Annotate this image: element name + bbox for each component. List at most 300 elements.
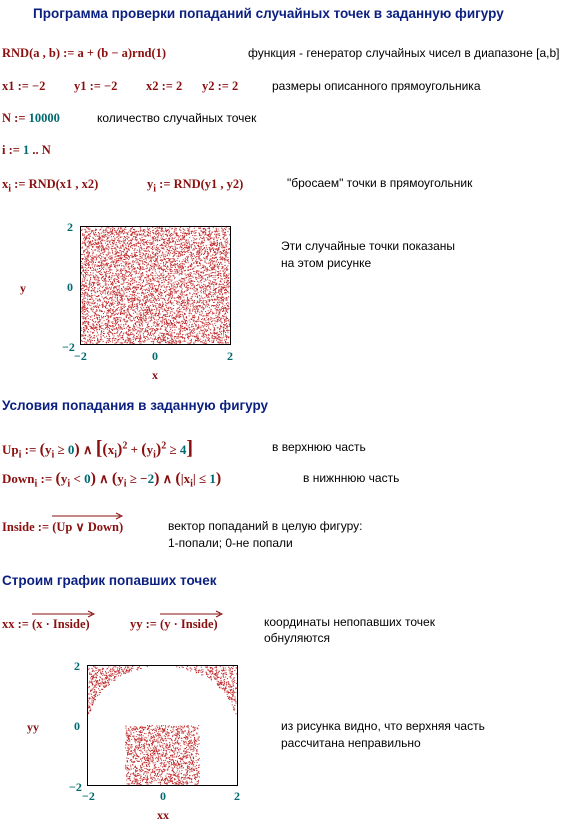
plot1-point (127, 326, 128, 327)
plot1-point (86, 268, 87, 269)
plot1-point (182, 293, 183, 294)
plot1-point (117, 302, 118, 303)
plot1-point (100, 319, 101, 320)
plot1-point (147, 268, 148, 269)
plot1-point (182, 272, 183, 273)
plot1-point (143, 267, 144, 268)
plot1-point (82, 313, 83, 314)
plot1-point (208, 255, 209, 256)
plot1-point (198, 341, 199, 342)
plot1-point (170, 301, 171, 302)
plot1-point (196, 261, 197, 262)
plot1-point (180, 336, 181, 337)
plot1-point (97, 243, 98, 244)
plot1-point (149, 246, 150, 247)
plot1-point (177, 316, 178, 317)
plot1-point (134, 234, 135, 235)
plot1-point (205, 334, 206, 335)
plot1-point (127, 243, 128, 244)
plot1-point (157, 262, 158, 263)
plot1-point (95, 264, 96, 265)
plot1-point (101, 256, 102, 257)
plot1-point (229, 273, 230, 274)
plot1-point (192, 231, 193, 232)
plot1-point (116, 269, 117, 270)
plot1-point (214, 338, 215, 339)
plot1-point (149, 269, 150, 270)
plot1-point (157, 258, 158, 259)
plot1-point (142, 237, 143, 238)
plot1-point (188, 250, 189, 251)
plot1-point (175, 233, 176, 234)
plot1-point (147, 284, 148, 285)
plot1-point (99, 319, 100, 320)
plot1-point (95, 322, 96, 323)
plot1-point (176, 338, 177, 339)
plot1-point (209, 280, 210, 281)
plot1-point (110, 281, 111, 282)
plot1-point (221, 309, 222, 310)
plot1-point (82, 233, 83, 234)
plot1-point (139, 343, 140, 344)
plot1-point (117, 291, 118, 292)
plot1-point (174, 229, 175, 230)
plot1-point (144, 243, 145, 244)
plot1-point (112, 292, 113, 293)
plot1-point (88, 270, 89, 271)
plot1-point (135, 256, 136, 257)
plot1-point (169, 254, 170, 255)
plot1-point (226, 311, 227, 312)
plot1-point (179, 280, 180, 281)
plot1-point (117, 297, 118, 298)
plot1-point (190, 334, 191, 335)
plot1-point (188, 275, 189, 276)
plot1-point (203, 309, 204, 310)
plot1-point (160, 339, 161, 340)
plot1-point (89, 248, 90, 249)
plot1-point (217, 321, 218, 322)
plot1-point (145, 331, 146, 332)
plot1-point (135, 297, 136, 298)
plot1-point (219, 264, 220, 265)
plot1-point (159, 305, 160, 306)
plot1-point (139, 333, 140, 334)
plot1-point (121, 231, 122, 232)
plot1-point (191, 283, 192, 284)
plot1-point (137, 293, 138, 294)
plot1-point (87, 250, 88, 251)
plot1-point (151, 315, 152, 316)
plot1-point (223, 237, 224, 238)
plot1-point (107, 259, 108, 260)
plot1-point (180, 239, 181, 240)
plot1-point (135, 311, 136, 312)
plot1-point (195, 278, 196, 279)
plot1-point (112, 285, 113, 286)
plot1-point (90, 343, 91, 344)
plot1-point (196, 337, 197, 338)
plot1-point (81, 336, 82, 337)
plot1-point (85, 259, 86, 260)
plot1-point (156, 249, 157, 250)
plot1-point (145, 338, 146, 339)
plot1-point (204, 258, 205, 259)
plot1-point (161, 235, 162, 236)
plot1-point (128, 312, 129, 313)
plot1-point (191, 244, 192, 245)
plot1-point (204, 332, 205, 333)
plot1-point (220, 332, 221, 333)
plot1-point (119, 255, 120, 256)
plot1-point (130, 338, 131, 339)
plot1-point (202, 325, 203, 326)
plot1-point (137, 250, 138, 251)
plot1-point (206, 305, 207, 306)
plot1-point (107, 327, 108, 328)
plot1-point (184, 300, 185, 301)
plot1-point (93, 261, 94, 262)
plot1-point (84, 277, 85, 278)
plot1-point (96, 310, 97, 311)
plot1-point (174, 332, 175, 333)
plot1-point (107, 340, 108, 341)
plot1-point (98, 341, 99, 342)
plot1-point (204, 323, 205, 324)
plot1-point (160, 342, 161, 343)
plot1-point (221, 307, 222, 308)
plot1-point (155, 261, 156, 262)
plot1-point (95, 244, 96, 245)
plot1-point (107, 265, 108, 266)
plot1-point (143, 341, 144, 342)
plot1-point (165, 316, 166, 317)
plot1-point (116, 327, 117, 328)
plot1-point (156, 339, 157, 340)
plot1-point (219, 339, 220, 340)
plot1-point (126, 263, 127, 264)
plot1-point (94, 328, 95, 329)
plot1-point (139, 317, 140, 318)
plot1-point (94, 290, 95, 291)
plot1-point (170, 276, 171, 277)
plot1-point (198, 316, 199, 317)
plot1-point (197, 302, 198, 303)
plot1-point (89, 284, 90, 285)
plot1-point (141, 295, 142, 296)
plot1-point (165, 310, 166, 311)
plot1-point (101, 248, 102, 249)
plot1-point (208, 337, 209, 338)
plot1-point (200, 272, 201, 273)
plot1-point (103, 250, 104, 251)
plot1-point (205, 233, 206, 234)
plot1-point (109, 242, 110, 243)
plot1-point (213, 277, 214, 278)
plot1-point (169, 277, 170, 278)
plot1-point (201, 246, 202, 247)
plot1-point (212, 324, 213, 325)
plot1-point (199, 234, 200, 235)
plot1-point (147, 227, 148, 228)
plot1-point (227, 241, 228, 242)
plot1-point (124, 321, 125, 322)
plot1-point (98, 265, 99, 266)
plot1-point (199, 250, 200, 251)
plot1-point (83, 242, 84, 243)
plot1-point (176, 284, 177, 285)
plot1-point (111, 283, 112, 284)
plot1-point (128, 286, 129, 287)
plot1-point (139, 276, 140, 277)
plot1-point (117, 301, 118, 302)
plot1-point (146, 314, 147, 315)
plot1-point (132, 334, 133, 335)
plot1-point (81, 247, 82, 248)
plot1-point (118, 259, 119, 260)
plot1-point (187, 299, 188, 300)
plot1-point (171, 280, 172, 281)
plot1-point (201, 254, 202, 255)
plot1-point (124, 248, 125, 249)
x2-def: x2 := 2 (146, 79, 183, 93)
plot1-point (214, 293, 215, 294)
plot1-point (166, 320, 167, 321)
plot1-point (96, 315, 97, 316)
plot1-point (134, 320, 135, 321)
plot1-point (206, 271, 207, 272)
plot1-point (94, 289, 95, 290)
plot1-point (127, 289, 128, 290)
plot1-point (135, 339, 136, 340)
plot1-point (150, 281, 151, 282)
plot1-point (219, 233, 220, 234)
plot1-point (99, 317, 100, 318)
plot1-point (214, 320, 215, 321)
plot1-point (117, 256, 118, 257)
plot1-point (156, 247, 157, 248)
plot1-point (204, 275, 205, 276)
plot1-point (198, 242, 199, 243)
plot1-point (105, 306, 106, 307)
plot1-point (168, 293, 169, 294)
plot1-point (188, 233, 189, 234)
plot1-point (124, 255, 125, 256)
plot1-point (109, 235, 110, 236)
plot1-point (162, 311, 163, 312)
plot1-point (107, 315, 108, 316)
plot1-point (85, 262, 86, 263)
plot1-point (139, 311, 140, 312)
plot1-point (198, 278, 199, 279)
plot1-point (153, 252, 154, 253)
plot1-point (116, 232, 117, 233)
plot1-point (145, 285, 146, 286)
plot1-point (106, 304, 107, 305)
plot1-point (226, 326, 227, 327)
plot1-point (208, 236, 209, 237)
plot1-point (176, 269, 177, 270)
plot1-point (212, 257, 213, 258)
plot1-point (117, 230, 118, 231)
plot1-point (101, 243, 102, 244)
plot1-point (220, 325, 221, 326)
plot1-point (217, 242, 218, 243)
plot1-point (179, 296, 180, 297)
plot1-point (96, 234, 97, 235)
plot1-point (172, 248, 173, 249)
plot1-point (178, 235, 179, 236)
plot1-point (130, 281, 131, 282)
plot1-point (164, 287, 165, 288)
plot1-point (154, 268, 155, 269)
plot1-point (218, 336, 219, 337)
plot1-point (170, 340, 171, 341)
plot1-point (129, 339, 130, 340)
plot1-point (214, 234, 215, 235)
plot1-point (152, 253, 153, 254)
plot1-point (119, 339, 120, 340)
plot1-point (157, 277, 158, 278)
plot1-point (115, 320, 116, 321)
plot1-point (214, 279, 215, 280)
plot1-point (125, 232, 126, 233)
plot1-point (119, 241, 120, 242)
rnd-note: функция - генератор случайных чисел в диапазоне [a,b] (248, 46, 560, 60)
plot1-point (131, 304, 132, 305)
plot1-point (82, 242, 83, 243)
plot1-point (165, 271, 166, 272)
plot1-point (197, 321, 198, 322)
plot1-point (228, 287, 229, 288)
plot1-point (196, 306, 197, 307)
plot1-point (153, 230, 154, 231)
plot1-point (167, 314, 168, 315)
plot1-point (149, 267, 150, 268)
plot1-point (156, 245, 157, 246)
plot1-point (123, 261, 124, 262)
plot1-point (121, 228, 122, 229)
plot1-point (170, 313, 171, 314)
plot1-point (157, 341, 158, 342)
plot1-point (213, 332, 214, 333)
plot1-point (222, 300, 223, 301)
plot1-point (194, 239, 195, 240)
plot1-point (168, 294, 169, 295)
plot1-point (215, 275, 216, 276)
plot1-point (196, 248, 197, 249)
plot1-point (141, 280, 142, 281)
plot1-point (92, 250, 93, 251)
plot1-point (223, 301, 224, 302)
plot1-point (96, 336, 97, 337)
plot1-point (106, 288, 107, 289)
plot1-point (114, 326, 115, 327)
plot1-point (114, 238, 115, 239)
plot1-point (172, 336, 173, 337)
plot1-point (211, 317, 212, 318)
plot1-point (127, 315, 128, 316)
plot1-point (150, 318, 151, 319)
plot1-point (158, 335, 159, 336)
plot1-point (128, 300, 129, 301)
plot1-point (191, 255, 192, 256)
plot1-point (136, 329, 137, 330)
plot1-point (186, 316, 187, 317)
plot1-point (85, 311, 86, 312)
plot1-point (138, 264, 139, 265)
plot1-point (157, 228, 158, 229)
plot1-point (145, 304, 146, 305)
plot1-point (85, 272, 86, 273)
plot1-point (148, 277, 149, 278)
plot1-point (146, 327, 147, 328)
plot1-point (214, 329, 215, 330)
plot1-point (150, 287, 151, 288)
plot1-point (131, 332, 132, 333)
plot1-point (86, 343, 87, 344)
plot1-point (171, 286, 172, 287)
plot1-point (221, 228, 222, 229)
plot1-point (226, 275, 227, 276)
plot1-point (198, 309, 199, 310)
plot1-point (213, 264, 214, 265)
plot1-point (172, 265, 173, 266)
plot1-point (110, 312, 111, 313)
plot1-point (173, 325, 174, 326)
plot1-point (124, 307, 125, 308)
plot1-point (190, 280, 191, 281)
plot1-point (174, 264, 175, 265)
plot1-point (164, 314, 165, 315)
plot1-point (122, 313, 123, 314)
plot1-point (171, 327, 172, 328)
plot1-point (125, 312, 126, 313)
plot1-point (104, 258, 105, 259)
plot1-point (139, 293, 140, 294)
plot1-point (132, 256, 133, 257)
plot1-point (84, 240, 85, 241)
plot1-point (193, 242, 194, 243)
plot1-point (184, 295, 185, 296)
plot1-point (133, 300, 134, 301)
plot1-point (112, 342, 113, 343)
plot1-point (107, 227, 108, 228)
plot1-point (136, 281, 137, 282)
plot1-point (123, 233, 124, 234)
plot1-point (200, 237, 201, 238)
plot1-point (114, 340, 115, 341)
plot1-point (138, 284, 139, 285)
plot1-point (226, 245, 227, 246)
plot1-point (88, 336, 89, 337)
plot1-point (150, 257, 151, 258)
plot1-point (143, 316, 144, 317)
plot1-point (121, 263, 122, 264)
plot1-point (151, 296, 152, 297)
plot1-point (167, 322, 168, 323)
plot1-point (81, 273, 82, 274)
plot1-point (196, 277, 197, 278)
plot1-point (198, 282, 199, 283)
plot1-point (170, 296, 171, 297)
plot1-point (168, 267, 169, 268)
plot1-point (207, 259, 208, 260)
plot1-point (148, 322, 149, 323)
plot1-point (118, 330, 119, 331)
plot1-point (198, 328, 199, 329)
plot1-point (142, 263, 143, 264)
